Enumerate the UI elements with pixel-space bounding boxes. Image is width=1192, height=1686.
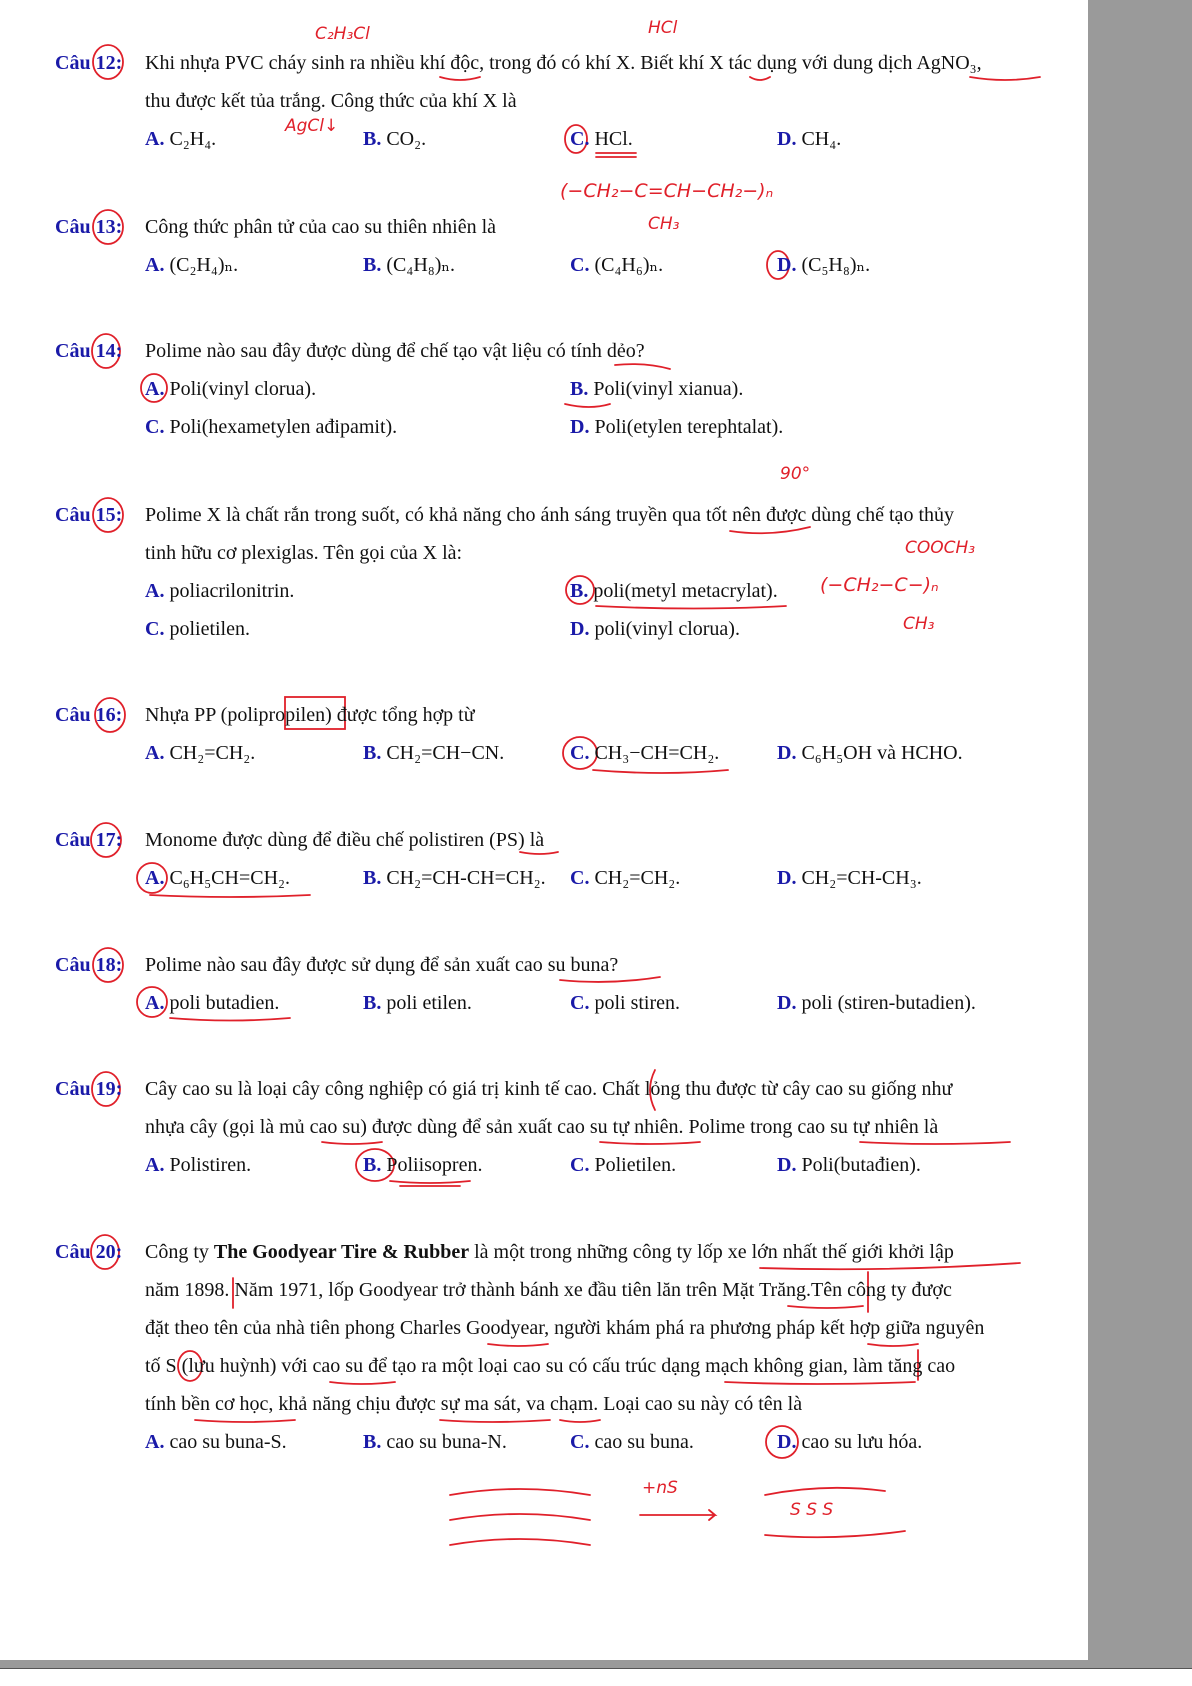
handwritten-note: +nS — [642, 1478, 678, 1498]
question-number: Câu 17: — [55, 829, 123, 851]
option-text: HCl. — [594, 128, 633, 150]
handwritten-note: AgCl↓ — [285, 116, 339, 136]
answer-option-a[interactable] — [145, 127, 216, 151]
text-segment: Nhựa PP (polipropilen) được tổng hợp từ — [145, 704, 475, 726]
option-letter: D. — [777, 742, 797, 764]
option-text: C₆H₅OH và HCHO. — [801, 742, 963, 764]
answer-option-d[interactable] — [777, 991, 976, 1015]
option-text: cao su lưu hóa. — [801, 1431, 923, 1453]
text-segment: tố S (lưu huỳnh) với cao su để tạo ra một loại cao su có cấu trúc dạng mạch không gian, làm tăng cao — [145, 1355, 956, 1377]
option-letter: D. — [777, 254, 797, 276]
answer-option-b[interactable] — [363, 866, 546, 890]
option-letter: C. — [570, 1154, 590, 1176]
answer-option-a[interactable] — [145, 991, 279, 1015]
option-text: Poli(hexametylen ađipamit). — [169, 416, 398, 438]
question-text-line — [145, 1115, 938, 1139]
option-text: Poli(vinyl clorua). — [169, 378, 317, 400]
question-text-line — [145, 89, 517, 113]
option-letter: D. — [570, 416, 590, 438]
question-text-line — [145, 1316, 984, 1340]
option-text: C₂H₄. — [169, 128, 217, 150]
option-text: CH₄. — [801, 128, 842, 150]
bold-text: The Goodyear Tire & Rubber — [213, 1241, 470, 1263]
answer-option-c[interactable] — [570, 1153, 676, 1177]
option-text: CH₂=CH−CN. — [386, 742, 505, 764]
handwritten-note: CH₃ — [648, 214, 680, 234]
text-segment: nhựa cây (gọi là mủ cao su) được dùng để sản xuất cao su tự nhiên. Polime trong cao su tự nhiên là — [145, 1116, 939, 1138]
answer-option-a[interactable] — [145, 1430, 287, 1454]
question-text-line — [145, 541, 462, 565]
option-text: CH₂=CH₂. — [169, 742, 256, 764]
option-text: polietilen. — [169, 618, 250, 640]
question-text-line — [145, 503, 954, 527]
answer-option-a[interactable] — [145, 1153, 251, 1177]
handwritten-note: 90° — [780, 464, 811, 484]
option-text: poli butadien. — [169, 992, 280, 1014]
handwritten-note: COOCH₃ — [905, 538, 976, 558]
question-text-line — [145, 1392, 802, 1416]
option-letter: C. — [570, 128, 590, 150]
answer-option-d[interactable] — [777, 1153, 921, 1177]
text-segment: Công ty — [145, 1241, 214, 1263]
option-letter: B. — [570, 580, 589, 602]
option-letter: D. — [777, 992, 797, 1014]
answer-option-d[interactable] — [777, 127, 841, 151]
question-number: Câu 19: — [55, 1078, 123, 1100]
option-text: poli(vinyl clorua). — [594, 618, 740, 640]
option-text: poli etilen. — [386, 992, 472, 1014]
option-letter: A. — [145, 1431, 165, 1453]
option-text: (C₄H₈)ₙ. — [386, 254, 456, 276]
text-segment: Khi nhựa PVC cháy sinh ra nhiều khí độc, trong đó có khí X. Biết khí X tác dụng với dung dịch AgNO₃, — [145, 52, 982, 74]
text-segment: Monome được dùng để điều chế polistiren (PS) là — [145, 829, 545, 851]
option-letter: A. — [145, 992, 165, 1014]
option-letter: A. — [145, 742, 165, 764]
option-text: poliacrilonitrin. — [169, 580, 295, 602]
option-text: Poli(etylen terephtalat). — [594, 416, 784, 438]
option-letter: C. — [570, 867, 590, 889]
option-text: cao su buna-N. — [386, 1431, 507, 1453]
option-letter: D. — [777, 1154, 797, 1176]
handwritten-note: (−CH₂−C=CH−CH₂−)ₙ — [560, 180, 774, 202]
question-text-line — [145, 1354, 955, 1378]
option-letter: C. — [570, 1431, 590, 1453]
answer-option-c[interactable] — [570, 991, 680, 1015]
question-text-line — [145, 1278, 952, 1302]
answer-option-c[interactable] — [570, 866, 680, 890]
option-text: Poli(vinyl xianua). — [593, 378, 744, 400]
option-text: Poli(butađien). — [801, 1154, 921, 1176]
question-number: Câu 13: — [55, 216, 123, 238]
bottom-bar — [0, 1668, 1192, 1686]
option-letter: B. — [363, 1431, 382, 1453]
option-letter: B. — [363, 128, 382, 150]
answer-option-c[interactable] — [145, 617, 250, 641]
text-segment: Polime nào sau đây được sử dụng để sản xuất cao su buna? — [145, 954, 619, 976]
option-text: CH₂=CH-CH₃. — [801, 867, 922, 889]
option-letter: A. — [145, 254, 165, 276]
option-letter: B. — [363, 1154, 382, 1176]
option-letter: C. — [145, 416, 165, 438]
option-letter: A. — [145, 378, 165, 400]
option-text: poli stiren. — [594, 992, 680, 1014]
option-letter: B. — [363, 742, 382, 764]
answer-option-b[interactable] — [363, 253, 455, 277]
text-segment: Polime nào sau đây được dùng để chế tạo vật liệu có tính dẻo? — [145, 340, 645, 362]
answer-option-d[interactable] — [777, 253, 870, 277]
option-letter: C. — [570, 254, 590, 276]
text-segment: tính bền cơ học, khả năng chịu được sự ma sát, va chạm. Loại cao su này có tên là — [145, 1393, 803, 1415]
answer-option-b[interactable] — [570, 377, 743, 401]
answer-option-c[interactable] — [570, 741, 719, 765]
answer-option-a[interactable] — [145, 579, 294, 603]
option-letter: C. — [570, 742, 590, 764]
option-text: Polistiren. — [169, 1154, 252, 1176]
answer-option-c[interactable] — [570, 1430, 694, 1454]
question-number: Câu 16: — [55, 704, 123, 726]
handwritten-note: CH₃ — [903, 614, 935, 634]
answer-option-b[interactable] — [570, 579, 778, 603]
option-text: cao su buna. — [594, 1431, 694, 1453]
text-segment: Cây cao su là loại cây công nghiệp có giá trị kinh tế cao. Chất lỏng thu được từ cây cao su giống như — [145, 1078, 953, 1100]
option-text: CH₂=CH-CH=CH₂. — [386, 867, 546, 889]
option-letter: D. — [777, 867, 797, 889]
handwritten-note: S S S — [790, 1500, 834, 1520]
question-text-line — [145, 953, 618, 977]
question-number: Câu 14: — [55, 340, 123, 362]
option-letter: A. — [145, 867, 165, 889]
answer-option-d[interactable] — [570, 415, 783, 439]
answer-option-c[interactable] — [570, 253, 663, 277]
answer-option-b[interactable] — [363, 1430, 507, 1454]
question-text-line — [145, 828, 544, 852]
option-text: poli (stiren-butadien). — [801, 992, 976, 1014]
answer-option-d[interactable] — [777, 1430, 922, 1454]
answer-option-c[interactable] — [570, 127, 633, 151]
option-letter: B. — [363, 992, 382, 1014]
question-text-line — [145, 339, 645, 363]
handwritten-note: HCl — [648, 18, 678, 38]
question-number: Câu 18: — [55, 954, 123, 976]
answer-option-a[interactable] — [145, 866, 290, 890]
option-letter: A. — [145, 128, 165, 150]
text-segment: thu được kết tủa trắng. Công thức của khí X là — [145, 90, 517, 112]
option-letter: C. — [570, 992, 590, 1014]
answer-option-a[interactable] — [145, 741, 255, 765]
option-text: CH₂=CH₂. — [594, 867, 681, 889]
answer-option-b[interactable] — [363, 991, 472, 1015]
option-letter: B. — [363, 867, 382, 889]
option-letter: B. — [363, 254, 382, 276]
option-text: (C₄H₆)ₙ. — [594, 254, 664, 276]
question-text-line — [145, 51, 982, 75]
option-text: poli(metyl metacrylat). — [593, 580, 778, 602]
answer-option-c[interactable] — [145, 415, 397, 439]
text-segment: đặt theo tên của nhà tiên phong Charles Goodyear, người khám phá ra phương pháp kết hợp giữa nguyên — [145, 1317, 985, 1339]
text-segment: tinh hữu cơ plexiglas. Tên gọi của X là: — [145, 542, 463, 564]
option-text: Polietilen. — [594, 1154, 677, 1176]
option-text: (C₂H₄)ₙ. — [169, 254, 239, 276]
handwritten-note: (−CH₂−C−)ₙ — [820, 574, 939, 596]
option-text: Poliisopren. — [386, 1154, 483, 1176]
option-letter: C. — [145, 618, 165, 640]
handwritten-note: C₂H₃Cl — [315, 24, 370, 44]
option-letter: D. — [777, 1431, 797, 1453]
option-letter: D. — [777, 128, 797, 150]
question-text-line — [145, 1077, 952, 1101]
option-letter: D. — [570, 618, 590, 640]
option-letter: A. — [145, 580, 165, 602]
text-segment: Polime X là chất rắn trong suốt, có khả năng cho ánh sáng truyền qua tốt nên được dùng chế tạo thủy — [145, 504, 954, 526]
question-text-line — [145, 703, 475, 727]
option-letter: A. — [145, 1154, 165, 1176]
answer-option-a[interactable] — [145, 253, 238, 277]
option-text: C₆H₅CH=CH₂. — [169, 867, 290, 889]
text-segment: năm 1898. Năm 1971, lốp Goodyear trở thành bánh xe đầu tiên lăn trên Mặt Trăng.Tên công ty được — [145, 1279, 952, 1301]
answer-option-d[interactable] — [570, 617, 740, 641]
question-number: Câu 20: — [55, 1241, 123, 1263]
answer-option-b[interactable] — [363, 1153, 482, 1177]
answer-option-a[interactable] — [145, 377, 316, 401]
question-text-line — [145, 215, 496, 239]
option-text: CO₂. — [386, 128, 427, 150]
question-number: Câu 15: — [55, 504, 123, 526]
question-number: Câu 12: — [55, 52, 123, 74]
option-text: cao su buna-S. — [169, 1431, 287, 1453]
question-text-line — [145, 1240, 954, 1264]
text-segment: là một trong những công ty lốp xe lớn nhất thế giới khởi lập — [469, 1241, 954, 1263]
option-text: (C₅H₈)ₙ. — [801, 254, 871, 276]
answer-option-b[interactable] — [363, 127, 426, 151]
option-letter: B. — [570, 378, 589, 400]
option-text: CH₃−CH=CH₂. — [594, 742, 720, 764]
text-segment: Công thức phân tử của cao su thiên nhiên là — [145, 216, 497, 238]
answer-option-d[interactable] — [777, 866, 922, 890]
answer-option-d[interactable] — [777, 741, 963, 765]
answer-option-b[interactable] — [363, 741, 504, 765]
